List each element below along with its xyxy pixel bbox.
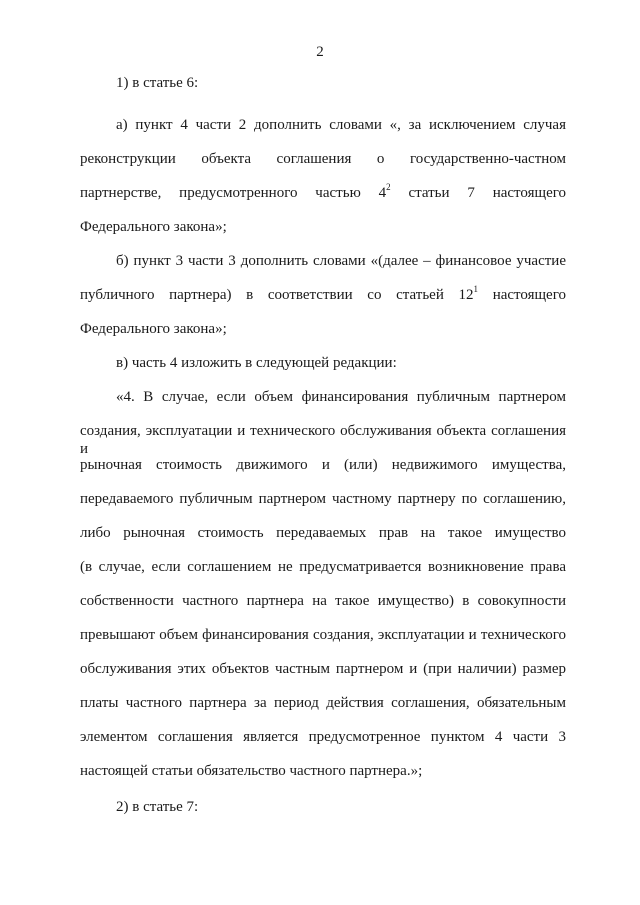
paragraph-line: обслуживания этих объектов частным партнером и (при наличии) размер bbox=[80, 661, 566, 677]
paragraph-line: элементом соглашения является предусмотренное пунктом 4 части 3 bbox=[80, 729, 566, 745]
paragraph-line: Федерального закона»; bbox=[80, 219, 227, 235]
paragraph-line bbox=[80, 184, 566, 202]
paragraph-line: настоящей статьи обязательство частного партнера.»; bbox=[80, 763, 423, 779]
paragraph-line: в) часть 4 изложить в следующей редакции: bbox=[116, 355, 397, 371]
superscript: 2 bbox=[386, 182, 391, 192]
superscript: 1 bbox=[473, 284, 479, 294]
paragraph-line: превышают объем финансирования создания, эксплуатации и технического bbox=[80, 627, 566, 643]
paragraph-line: передаваемого публичным партнером частному партнеру по соглашению, bbox=[80, 491, 566, 507]
paragraph-line: б) пункт 3 части 3 дополнить словами «(далее – финансовое участие bbox=[116, 253, 566, 269]
page-number: 2 bbox=[316, 44, 324, 60]
paragraph-line: (в случае, если соглашением не предусматривается возникновение права bbox=[80, 559, 566, 575]
line-text: публичного партнера) в соответствии со статьей 12 bbox=[80, 287, 474, 303]
line-text: настоящего bbox=[478, 287, 566, 303]
paragraph-line: «4. В случае, если объем финансирования публичным партнером bbox=[116, 389, 566, 405]
line-text: статьи 7 настоящего bbox=[390, 185, 566, 201]
paragraph-line: реконструкции объекта соглашения о государственно-частном bbox=[80, 151, 566, 167]
line-text: партнерстве, предусмотренного частью 4 bbox=[80, 185, 387, 201]
paragraph-line: Федерального закона»; bbox=[80, 321, 227, 337]
paragraph-line: создания, эксплуатации и технического обслуживания объекта соглашения и bbox=[80, 423, 566, 457]
paragraph-line: рыночная стоимость движимого и (или) недвижимого имущества, bbox=[80, 457, 566, 473]
paragraph-line: собственности частного партнера на такое имущество) в совокупности bbox=[80, 593, 566, 609]
paragraph-line bbox=[80, 286, 566, 304]
paragraph-line: 1) в статье 6: bbox=[116, 75, 199, 91]
paragraph-line: а) пункт 4 части 2 дополнить словами «, за исключением случая bbox=[116, 117, 566, 133]
paragraph-line: 2) в статье 7: bbox=[116, 799, 199, 815]
paragraph-line: платы частного партнера за период действия соглашения, обязательным bbox=[80, 695, 566, 711]
paragraph-line: либо рыночная стоимость передаваемых прав на такое имущество bbox=[80, 525, 566, 541]
